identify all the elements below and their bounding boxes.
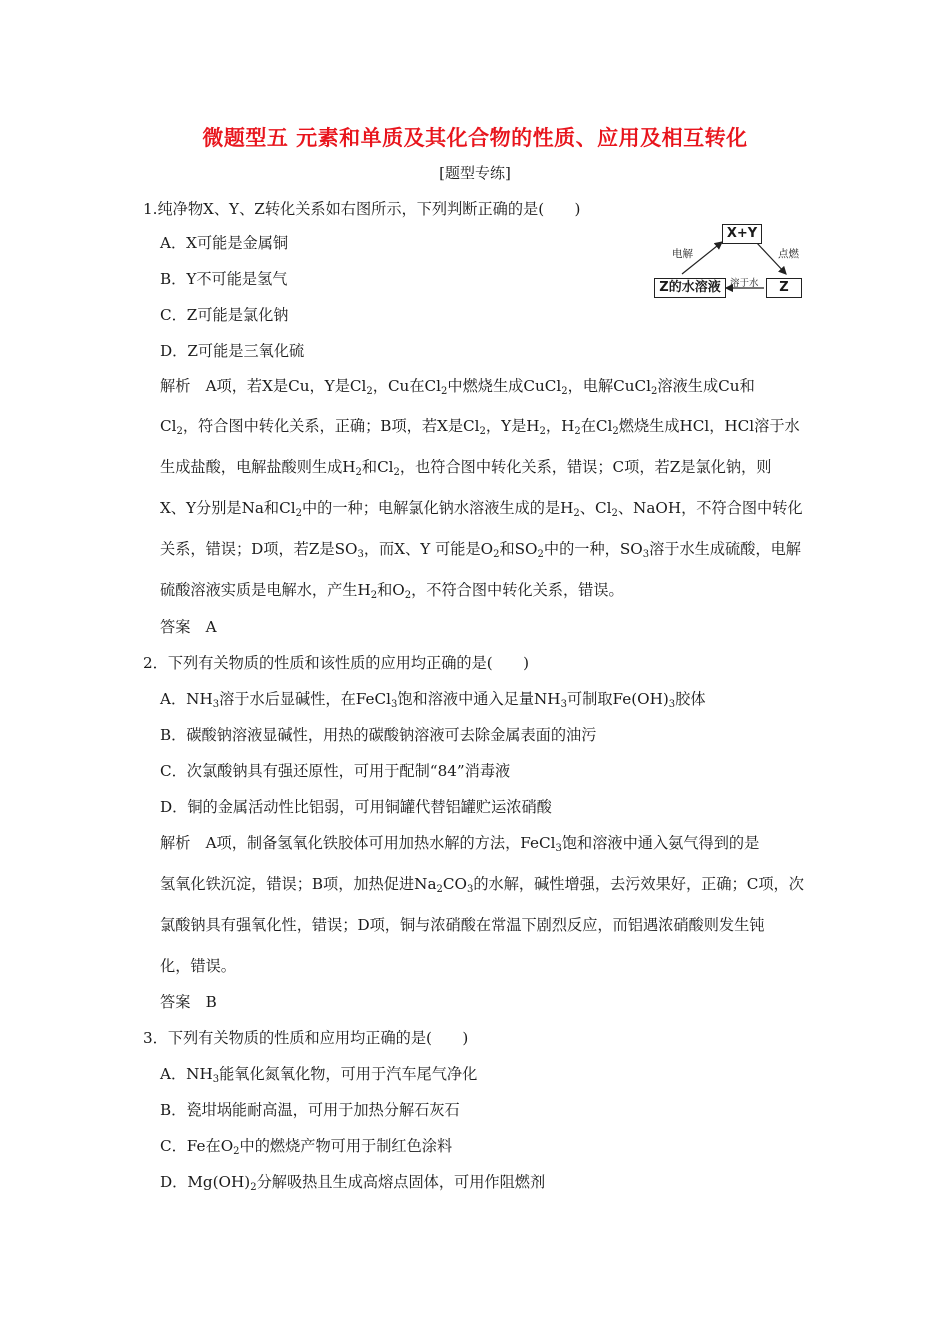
diagram-box-z-solution: Z的水溶液 [654,278,726,298]
section-subtitle: [题型专练] [439,164,511,182]
question-1-answer: 答案 A [160,618,217,636]
q2-analysis-line-2: 氢氧化铁沉淀，错误；B项，加热促进$Na_2CO_3$的水解，碱性增强，去污效果好，正确；C项，次 [160,875,804,895]
q1-analysis-line-4: X、Y分别是Na和$Cl_2$中的一种；电解氯化钠水溶液生成的是$H_2$、$Cl_2$、NaOH，不符合图中转化 [160,499,803,519]
conversion-diagram [650,218,810,308]
question-3-option-b: B．瓷坩埚能耐高温，可用于加热分解石灰石 [160,1101,460,1119]
question-3-option-a: A．$NH_3$能氧化氮氧化物，可用于汽车尾气净化 [160,1065,478,1085]
q2-analysis-line-4: 化，错误。 [160,957,236,975]
question-2-answer: 答案 B [160,993,217,1011]
q1-analysis-line-6: 硫酸溶液实质是电解水，产生$H_2$和$O_2$，不符合图中转化关系，错误。 [160,581,624,601]
question-1-option-b: B．Y不可能是氢气 [160,270,288,288]
question-2-stem: 2．下列有关物质的性质和该性质的应用均正确的是( ) [143,654,530,672]
q1-analysis-line-2: $Cl_2$，符合图中转化关系，正确；B项，若X是$Cl_2$，Y是$H_2$，$H_2$在$Cl_2$燃烧生成HCl，HCl溶于水 [160,417,800,437]
label-ignite: 点燃 [778,248,799,260]
question-2-option-a: A．$NH_3$溶于水后显碱性，在FeCl$_3$饱和溶液中通入足量$NH_3$可制取$Fe(OH)_3$胶体 [160,690,706,710]
question-2-option-c: C．次氯酸钠具有强还原性，可用于配制“84”消毒液 [160,762,511,780]
label-dissolve: 溶于水 [730,278,759,289]
question-1-stem: 1.纯净物X、Y、Z转化关系如右图所示，下列判断正确的是( ) [143,200,581,218]
diagram-box-z: Z [766,278,802,298]
diagram-box-xy: X+Y [722,224,762,244]
q1-analysis-line-5: 关系，错误；D项，若Z是$SO_3$，而X、Y 可能是$O_2$和$SO_2$中的一种，$SO_3$溶于水生成硫酸，电解 [160,540,801,560]
q1-analysis-line-1: 解析 A项，若X是Cu，Y是$Cl_2$，Cu在$Cl_2$中燃烧生成CuCl$_2$，电解CuCl$_2$溶液生成Cu和 [160,377,755,397]
question-2-option-b: B．碳酸钠溶液显碱性，用热的碳酸钠溶液可去除金属表面的油污 [160,726,597,744]
question-3-stem: 3．下列有关物质的性质和应用均正确的是( ) [143,1029,469,1047]
q2-analysis-line-3: 氯酸钠具有强氧化性，错误；D项，铜与浓硝酸在常温下剧烈反应，而铝遇浓硝酸则发生钝 [160,916,765,934]
q2-analysis-line-1: 解析 A项，制备氢氧化铁胶体可用加热水解的方法，FeCl$_3$饱和溶液中通入氨气得到的是 [160,834,760,854]
question-3-option-d: D．$Mg(OH)_2$分解吸热且生成高熔点固体，可用作阻燃剂 [160,1173,546,1193]
question-2-option-d: D．铜的金属活动性比铝弱，可用铜罐代替铝罐贮运浓硝酸 [160,798,552,816]
q1-analysis-line-3: 生成盐酸，电解盐酸则生成$H_2$和$Cl_2$，也符合图中转化关系，错误；C项，若Z是氯化钠，则 [160,458,772,478]
question-3-option-c: C．Fe在$O_2$中的燃烧产物可用于制红色涂料 [160,1137,453,1157]
page-title: 微题型五 元素和单质及其化合物的性质、应用及相互转化 [202,126,748,150]
question-1-option-c: C．Z可能是氯化钠 [160,306,289,324]
question-1-option-d: D．Z可能是三氧化硫 [160,342,305,360]
label-electrolysis: 电解 [672,248,693,260]
question-1-option-a: A．X可能是金属铜 [160,234,289,252]
